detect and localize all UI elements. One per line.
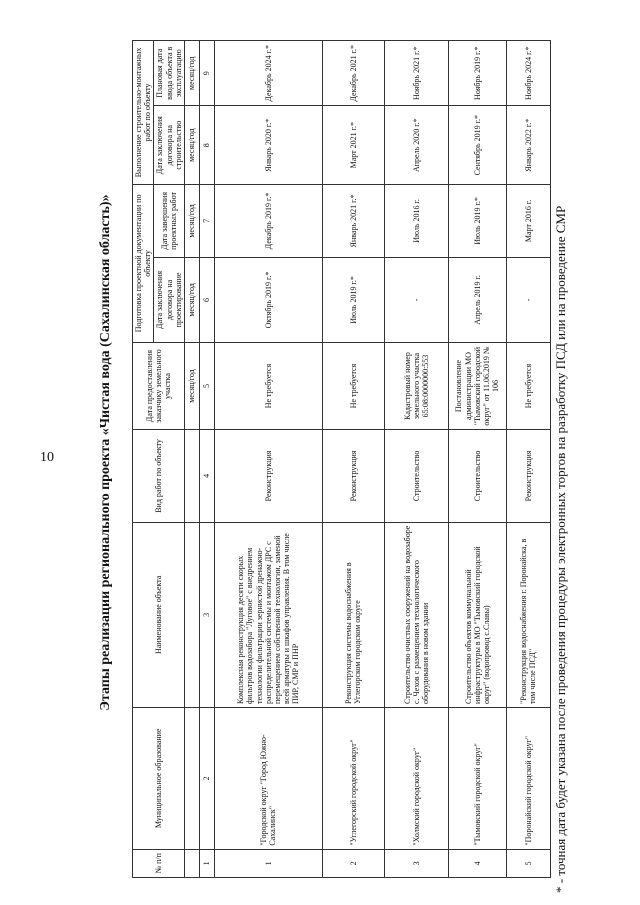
row-psd-complete: Июль 2019 г.*	[448, 184, 506, 257]
row-commission: Ноябрь 2019 г.*	[448, 41, 506, 106]
row-num: 3	[384, 849, 448, 877]
header-object: Наименование объекта	[133, 522, 185, 707]
row-num: 4	[448, 849, 506, 877]
header-psd-group: Подготовка проектной документации по объекту	[133, 184, 154, 342]
row-municipality: "Холмский городской округ"	[384, 708, 448, 850]
table-row	[214, 41, 322, 878]
row-psd-complete: Декабрь 2019 г.*	[214, 184, 322, 257]
row-smr-contract: Январь 2022 г.*	[506, 106, 550, 184]
footnote: * - точная дата будет указана после проведения процедуры электронных торгов на разработку ПСД или на проведение СМР	[553, 205, 568, 893]
row-land: Не требуется	[322, 342, 384, 429]
row-municipality: "Углегорский городской округ"	[322, 708, 384, 850]
table-row	[448, 41, 506, 878]
row-psd-complete: Март 2016 г.	[506, 184, 550, 257]
units-row	[184, 41, 199, 878]
row-municipality: "Городской округ "Город Южно-Сахалинск"	[214, 708, 322, 850]
header-municipality: Муниципальное образование	[133, 708, 185, 850]
header-row-1	[133, 41, 154, 878]
row-work-type: Строительство	[448, 430, 506, 523]
row-work-type: Реконструкция	[506, 430, 550, 523]
table-row	[384, 41, 448, 878]
row-land: Постановление администрации МО "Тымовский городской округ" от 11.06.2019 № 106	[448, 342, 506, 429]
header-smr-group: Выполнение строительно-монтажных работ по объекту	[133, 41, 154, 185]
row-psd-complete: Июль 2016 г.	[384, 184, 448, 257]
row-commission: Декабрь 2024 г.*	[214, 41, 322, 106]
header-work-type: Вид работ по объекту	[133, 430, 185, 523]
row-object: "Реконструкция водоснабжения г. Поронайска, в том числе ПСД"	[506, 522, 550, 707]
header-smr-contract: Дата заключения договора на строительство	[154, 106, 185, 184]
table-row	[322, 41, 384, 878]
row-psd-contract: Октябрь 2019 г.*	[214, 257, 322, 342]
row-num: 2	[322, 849, 384, 877]
row-land: Кадастровый номер земельного участка 65:08:0000000:553	[384, 342, 448, 429]
row-psd-contract: Июль 2019 г.*	[322, 257, 384, 342]
row-psd-contract: -	[384, 257, 448, 342]
row-smr-contract: Апрель 2020 г.*	[384, 106, 448, 184]
column-number: 9	[199, 41, 214, 106]
row-object: Реконструкция системы водоснабжения в Углегорском городском округе	[322, 522, 384, 707]
column-number: 4	[199, 430, 214, 523]
row-object: Комплексная реконструкция десяти скорых фильтров водозабора "Луговое" с внедрением технологии фильтрации зернистой дренажно-распределительной системы и монтажом ДРС с перемещением собственной технологии, заменой всей арматуры и шкафов управления. В том числе ПИР, СМР и ПНР	[214, 522, 322, 707]
page-number: 10	[40, 450, 54, 465]
column-number: 7	[199, 184, 214, 257]
column-number: 3	[199, 522, 214, 707]
document-title: Этапы реализации регионального проекта «Чистая вода (Сахалинская область)»	[98, 194, 113, 711]
unit-cell: месяц/год	[184, 41, 199, 106]
column-number-row	[199, 41, 214, 878]
header-psd-complete: Дата завершения проектных работ	[154, 184, 185, 257]
header-land-date: Дата предоставления заказчику земельного участка	[133, 342, 185, 429]
row-municipality: "Тымовский городской округ"	[448, 708, 506, 850]
column-number: 8	[199, 106, 214, 184]
row-num: 5	[506, 849, 550, 877]
row-land: Не требуется	[214, 342, 322, 429]
row-land: Не требуется	[506, 342, 550, 429]
unit-cell: месяц/год	[184, 184, 199, 257]
row-commission: Декабрь 2021 г.*	[322, 41, 384, 106]
row-smr-contract: Март 2021 г.*	[322, 106, 384, 184]
column-number: 2	[199, 708, 214, 850]
row-object: Строительство очистных сооружений на водозаборе с. Чехов с размещением технологического оборудования в новом здании	[384, 522, 448, 707]
unit-cell: месяц/год	[184, 342, 199, 429]
row-work-type: Строительство	[384, 430, 448, 523]
table-row	[506, 41, 550, 878]
row-commission: Ноябрь 2024 г.*	[506, 41, 550, 106]
row-commission: Ноябрь 2021 г.*	[384, 41, 448, 106]
header-commission: Плановая дата ввода объекта в эксплуатацию	[154, 41, 185, 106]
project-stages-table	[132, 40, 551, 878]
row-work-type: Реконструкция	[214, 430, 322, 523]
row-psd-contract: -	[506, 257, 550, 342]
header-psd-contract: Дата заключения договора на проектирование	[154, 257, 185, 342]
row-psd-complete: Январь 2021 г.*	[322, 184, 384, 257]
row-smr-contract: Январь 2020 г.*	[214, 106, 322, 184]
unit-cell: месяц/год	[184, 106, 199, 184]
row-municipality: "Поронайский городской округ"	[506, 708, 550, 850]
row-smr-contract: Сентябрь 2019 г.*	[448, 106, 506, 184]
unit-cell: месяц/год	[184, 257, 199, 342]
header-num: № п/п	[133, 849, 185, 877]
column-number: 1	[199, 849, 214, 877]
column-number: 5	[199, 342, 214, 429]
row-num: 1	[214, 849, 322, 877]
row-psd-contract: Апрель 2019 г.	[448, 257, 506, 342]
row-work-type: Реконструкция	[322, 430, 384, 523]
column-number: 6	[199, 257, 214, 342]
row-object: Строительство объектов коммунальной инфраструктуры в МО "Тымовский городской округ" (водопровод с.Славы)	[448, 522, 506, 707]
